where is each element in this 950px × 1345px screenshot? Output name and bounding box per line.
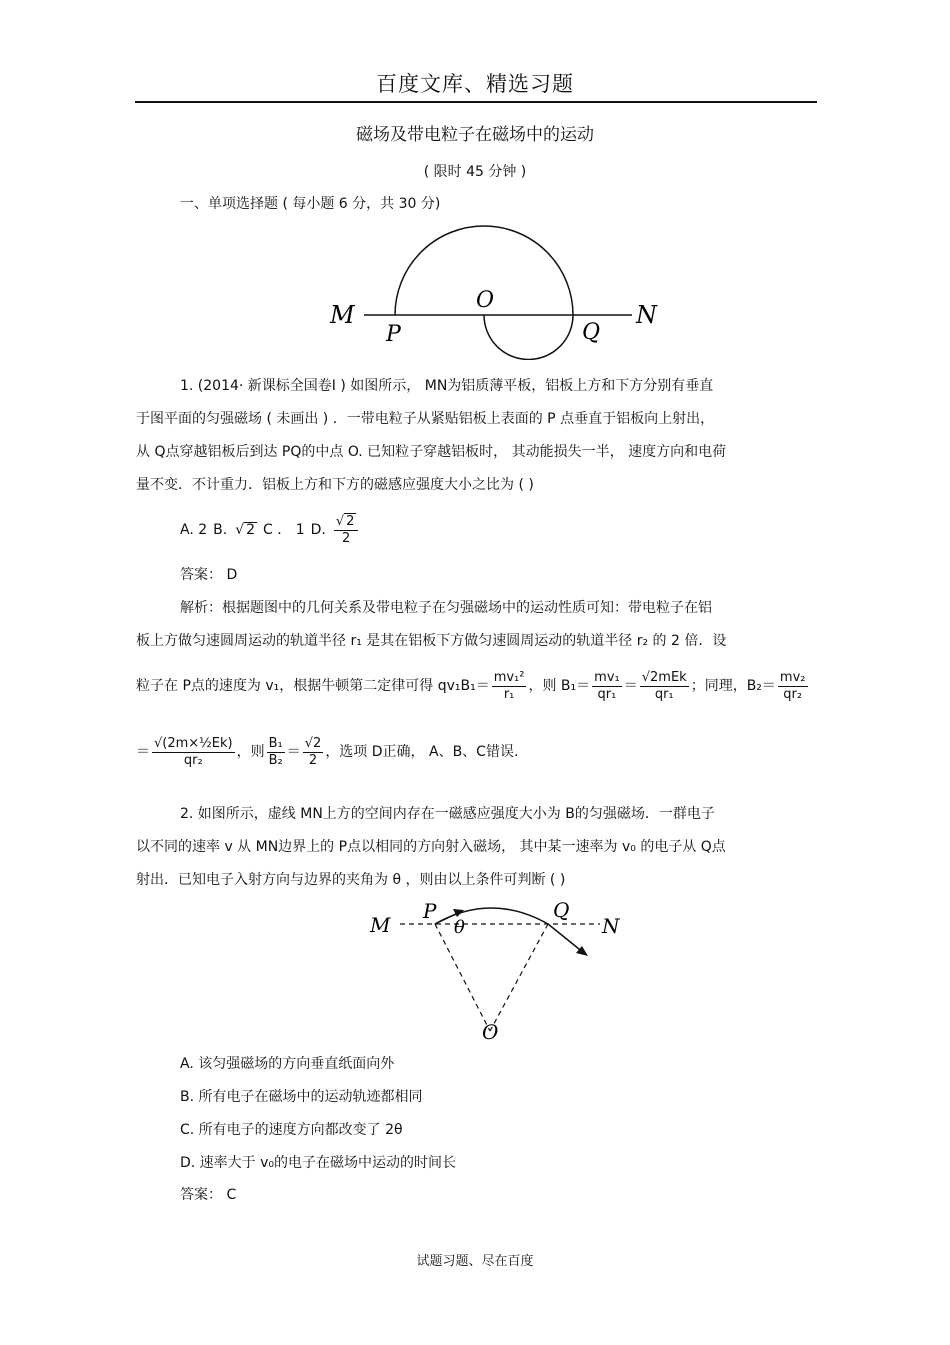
q2-line-1: 2. 如图所示，虚线 MN上方的空间内存在一磁感应强度大小为 B的匀强磁场．一群电子 [180, 806, 715, 822]
q1-analysis-3a: 粒子在 P点的速度为 v₁，根据牛顿第二定律可得 qv₁B₁＝ [136, 678, 490, 694]
fig2-radius-qo [490, 924, 548, 1031]
q1-frac-4: $\frac{\text{mv₂}}{\text{qr₂}}$ [779, 669, 806, 702]
q1-analysis-4d: ，选项 D正确， A、B、C错误. [325, 744, 519, 760]
q1-frac-7: $\frac{√2}{2}$ [304, 735, 322, 768]
q2-answer: 答案： C [180, 1187, 237, 1203]
q1-analysis-line-2: 板上方做匀速圆周运动的轨道半径 r₁ 是其在铝板下方做匀速圆周运动的轨道半径 r₂ 的 2 倍．设 [136, 633, 727, 649]
q1-option-d-fraction: $\frac{√ 2}{2}$ [334, 513, 359, 547]
q1-analysis-4c: ＝ [286, 744, 301, 760]
q1-analysis-3b: ，则 B₁＝ [528, 678, 591, 694]
fig2-label-n: N [602, 914, 620, 938]
q1-analysis-3d: ；同理，B₂＝ [690, 678, 776, 694]
q1-option-d-denominator: 2 [342, 531, 351, 546]
fig1-label-q: Q [582, 320, 601, 345]
q1-frac-5: $\frac{\text{√(2m×½Ek)}}{\text{qr₂}}$ [154, 735, 233, 768]
q1-analysis-4a: ＝ [136, 744, 150, 760]
q1-analysis-line-3 [136, 664, 810, 708]
page-header-title: 百度文库、精选习题 [376, 72, 574, 96]
q1-option-a: A. 2 [180, 522, 208, 538]
q1-analysis-4b: ，则 [236, 744, 265, 760]
q1-frac-6: $\frac{\text{B₁}}{\text{B₂}}$ [268, 735, 283, 768]
q1-frac-2: $\frac{\text{mv₁}}{\text{qr₁}}$ [594, 669, 620, 702]
q2-option-c: C. 所有电子的速度方向都改变了 2θ [180, 1122, 403, 1138]
q1-option-b-radicand: 2 [246, 522, 256, 538]
fig2-radius-po [435, 924, 490, 1031]
fig2-label-q: Q [553, 898, 570, 922]
q1-line-4: 量不变．不计重力．铝板上方和下方的磁感应强度大小之比为 ( ) [136, 477, 534, 493]
q2-line-3: 射出．已知电子入射方向与边界的夹角为 θ ，则由以上条件可判断 ( ) [136, 872, 566, 888]
q1-analysis-3c: ＝ [623, 678, 638, 694]
figure-2 [360, 895, 630, 1045]
q1-option-d: D. [310, 522, 326, 538]
q1-line-3: 从 Q点穿越铝板后到达 PQ的中点 O. 已知粒子穿越铝板时， 其动能损失一半， 速度方向和电荷 [136, 444, 727, 460]
section-heading: 一、单项选择题 ( 每小题 6 分，共 30 分) [180, 196, 441, 212]
q1-answer: 答案： D [180, 567, 238, 583]
q1-line-2: 于图平面的匀强磁场 ( 未画出 ) ．一带电粒子从紧贴铝板上表面的 P 点垂直于铝板向上射出， [136, 411, 715, 427]
q2-option-b: B. 所有电子在磁场中的运动轨迹都相同 [180, 1089, 423, 1105]
q1-frac-1: $\frac{\text{mv₁²}}{\text{r₁}}$ [493, 669, 525, 702]
fig2-label-theta: θ [454, 917, 465, 938]
figure-1 [320, 220, 670, 360]
document-title: 磁场及带电粒子在磁场中的运动 [356, 125, 594, 145]
q1-option-d-numerator: 2 [346, 514, 355, 529]
fig2-label-m: M [370, 913, 391, 937]
fig2-exit-arrow [548, 924, 584, 953]
page-footer: 试题习题、尽在百度 [416, 1254, 534, 1269]
q1-analysis-line-1: 解析：根据题图中的几何关系及带电粒子在匀强磁场中的运动性质可知：带电粒子在铝 [180, 600, 712, 616]
q2-option-d: D. 速率大于 v₀的电子在磁场中运动的时间长 [180, 1155, 457, 1171]
q2-option-a: A. 该匀强磁场的方向垂直纸面向外 [180, 1056, 395, 1072]
q1-analysis-line-4 [136, 722, 518, 782]
fig1-label-m: M [330, 301, 355, 329]
q1-options: A. 2 B. √ 2 C ． 1 D. $\frac{√ 2}{2}$ [180, 510, 360, 550]
q1-line-1: 1. (2014· 新课标全国卷Ⅰ ) 如图所示， MN为铝质薄平板，铝板上方和下方分别有垂直 [180, 378, 714, 394]
fig1-label-p: P [386, 322, 401, 347]
fig1-label-o: O [476, 288, 495, 313]
q1-frac-3: $\frac{\text{√2mEk}}{\text{qr₁}}$ [641, 669, 687, 702]
fig2-label-o: O [482, 1020, 499, 1044]
q1-option-b: B. [213, 522, 228, 538]
fig1-lower-arc [484, 315, 573, 360]
fig2-label-p: P [423, 899, 437, 923]
fig1-label-n: N [636, 301, 657, 329]
time-limit: ( 限时 45 分钟 ) [423, 164, 527, 180]
q1-option-c: C ． 1 [263, 522, 305, 538]
fig2-entry-arrowhead [453, 909, 464, 917]
q2-line-2: 以不同的速率 v 从 MN边界上的 P点以相同的方向射入磁场， 其中某一速率为 v₀ 的电子从 Q点 [136, 839, 726, 855]
header-rule [135, 101, 817, 103]
